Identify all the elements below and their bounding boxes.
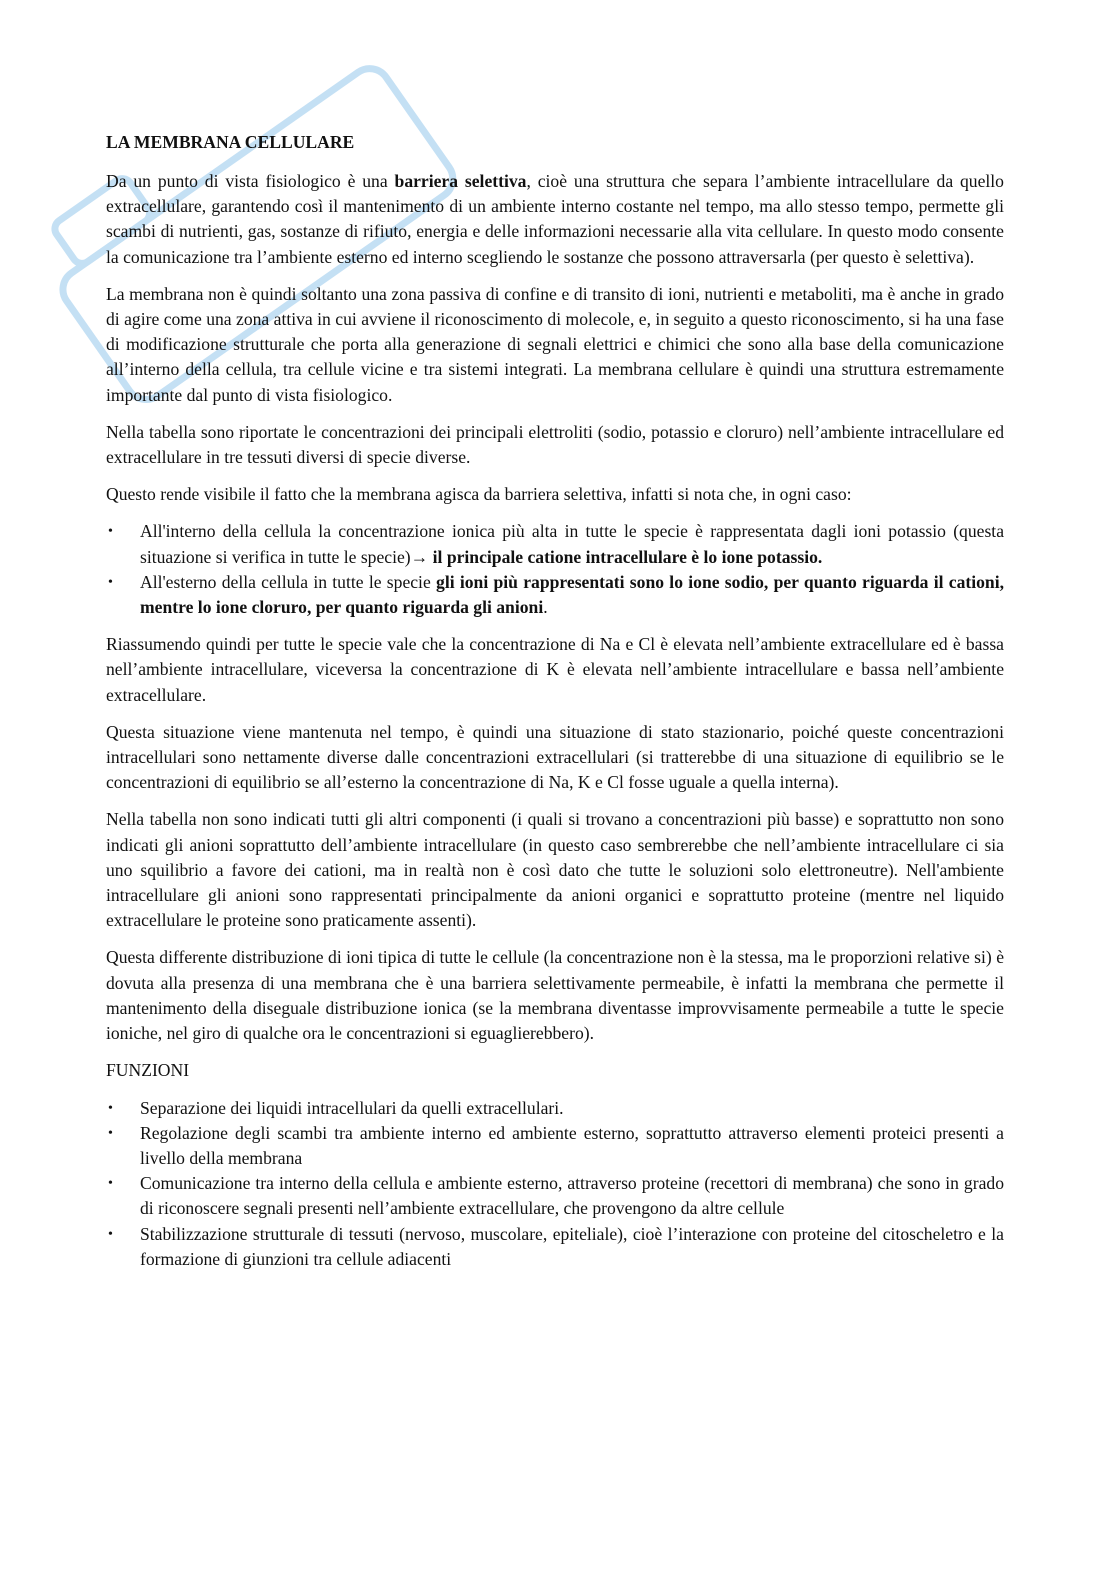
list-item-text: Comunicazione tra interno della cellula e ambiente esterno, attraverso proteine (recettori di membrana) che sono in grado di riconoscere segnali presenti nell’ambiente extracellulare, che provengono da altre cellule — [140, 1173, 1004, 1219]
ion-bullet-list — [106, 519, 1004, 620]
intro-text-end: , cioè una struttura che separa l’ambiente intracellulare da quello extracellulare, garantendo così il mantenimento di un ambiente interno costante nel tempo, ma allo stesso tempo, permette gli scambi di nutrienti, gas, sostanze di rifiuto, energia e delle informazioni necessarie alla vita cellulare. In questo modo consente la comunicazione tra l’ambiente esterno ed interno scegliendo le sostanze che possono attraversarla (per questo è selettiva). — [106, 171, 1004, 267]
intro-text-start: Da un punto di vista fisiologico è una — [106, 171, 395, 191]
list-item — [106, 1096, 1004, 1121]
list-item-bold: il principale catione intracellulare è lo ione potassio. — [428, 546, 823, 567]
paragraph-membrane-role: La membrana non è quindi soltanto una zona passiva di confine e di transito di ioni, nutrienti e metaboliti, ma è anche in grado di agire come una zona attiva in cui avviene il riconoscimento di molecole, e, in seguito a questo riconoscimento, si ha una fase di modificazione strutturale che porta alla generazione di segnali elettrici e chimici che sono alla base della comunicazione all’interno della cellula, tra cellule vicine e tra sistemi integrati. La membrana cellulare è quindi una struttura estremamente importante dal punto di vista fisiologico. — [106, 283, 1004, 405]
paragraph-anions: Nella tabella non sono indicati tutti gli altri componenti (i quali si trovano a concentrazioni più basse) e soprattutto non sono indicati gli anioni soprattutto dell’ambiente intracellulare (in questo caso sembrerebbe che nell’ambiente intracellulare ci sia uno squilibrio a favore dei cationi, ma in realtà non è così dato che tutte le soluzioni solo elettroneutre). Nell'ambiente intracellulare gli anioni sono rappresentati principalmente da anioni organici e soprattutto proteine (mentre nel liquido extracellulare le proteine sono praticamente assenti). — [106, 809, 1004, 931]
list-item-text: Stabilizzazione strutturale di tessuti (nervoso, muscolare, epiteliale), cioè l’interazione con proteine del citoscheletro e la formazione di giunzioni tra cellule adiacenti — [140, 1223, 1004, 1269]
list-item-text: Separazione dei liquidi intracellulari da quelli extracellulari. — [140, 1097, 564, 1118]
bullet-glyph: • — [108, 524, 113, 540]
intro-bold-term: barriera selettiva — [394, 171, 527, 191]
arrow-icon: → — [410, 546, 429, 567]
bullet-glyph: • — [108, 574, 113, 590]
bullet-glyph: • — [108, 1226, 113, 1242]
list-item — [106, 1121, 1004, 1171]
list-item-text: All'esterno della cellula in tutte le specie — [140, 571, 437, 592]
intro-paragraph — [106, 169, 1004, 270]
bullet-glyph: • — [108, 1100, 113, 1116]
list-item-text: All'interno della cellula la concentrazione ionica più alta in tutte le specie è rappresentata dagli ioni potassio (questa situazione si verifica in tutte le specie) — [140, 521, 1004, 567]
paragraph-distribution: Questa differente distribuzione di ioni tipica di tutte le cellule (la concentrazione non è la stessa, ma le proporzioni relative si) è dovuta alla presenza di una membrana che è una barriera selettivamente permeabile, è infatti la membrana che permette il mantenimento della diseguale distribuzione ionica (se la membrana diventasse improvvisamente permeabile a tutte le specie ioniche, nel giro di qualche ora le concentrazioni si eguaglierebbero). — [106, 947, 1004, 1044]
list-item-text-end: . — [543, 597, 548, 618]
bullet-glyph: • — [108, 1125, 113, 1141]
paragraph-table-intro: Nella tabella sono riportate le concentrazioni dei principali elettroliti (sodio, potassio e cloruro) nell’ambiente intracellulare ed extracellulare in tre tessuti diversi di specie diverse. — [106, 421, 1004, 468]
paragraph-summary: Riassumendo quindi per tutte le specie vale che la concentrazione di Na e Cl è elevata nell’ambiente extracellulare ed è bassa nell’ambiente intracellulare, viceversa la concentrazione di K è elevata nell’ambiente intracellulare e bassa nell’ambiente extracellulare. — [106, 634, 1004, 705]
list-item — [106, 519, 1004, 569]
document-page — [106, 130, 1004, 1284]
functions-bullet-list — [106, 1096, 1004, 1272]
page-title: LA MEMBRANA CELLULARE — [106, 132, 355, 152]
list-item-bold: gli ioni più rappresentati sono lo ione sodio, per quanto riguarda il cationi, mentre lo ione cloruro, per quanto riguarda gli anioni — [140, 571, 1005, 618]
section-heading-funzioni: FUNZIONI — [106, 1060, 190, 1081]
paragraph-steady-state: Questa situazione viene mantenuta nel tempo, è quindi una situazione di stato stazionario, poiché queste concentrazioni intracellulari sono nettamente diverse dalle concentrazioni extracellulari (si tratterebbe di una situazione di equilibrio se le concentrazioni di equilibrio se all’esterno la concentrazione di Na, K e Cl fosse uguale a quella interna). — [106, 721, 1004, 793]
list-item — [106, 1171, 1004, 1221]
bullet-glyph: • — [108, 1176, 113, 1192]
list-item-text: Regolazione degli scambi tra ambiente interno ed ambiente esterno, soprattutto attraverso elementi proteici presenti a livello della membrana — [140, 1122, 1004, 1168]
list-item — [106, 1222, 1004, 1272]
paragraph-selective-barrier: Questo rende visibile il fatto che la membrana agisca da barriera selettiva, infatti si nota che, in ogni caso: — [106, 484, 852, 505]
list-item — [106, 570, 1004, 620]
